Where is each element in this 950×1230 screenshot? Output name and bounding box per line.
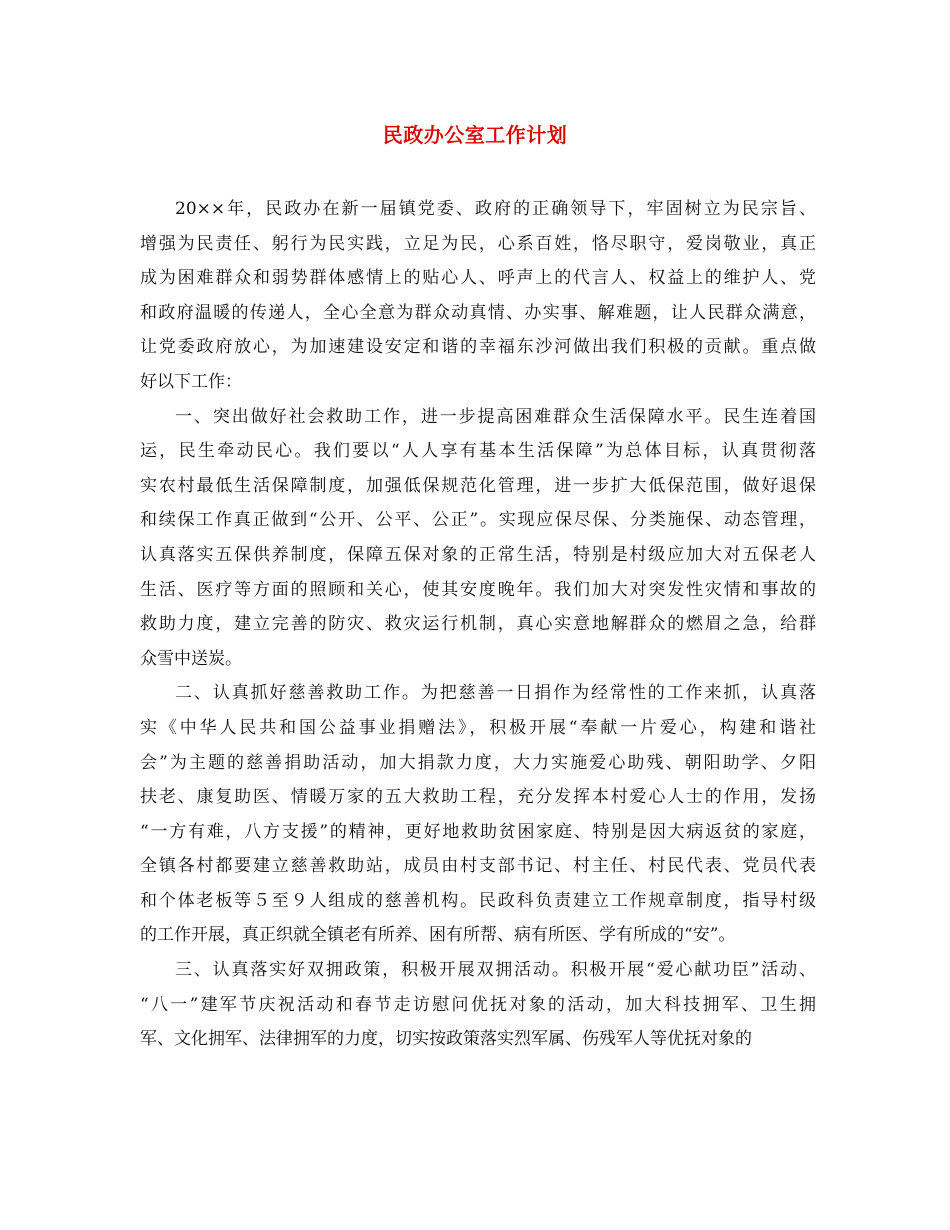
paragraph-line: 一、突出做好社会救助工作，进一步提高困难群众生活保障水平。民生连着国 [175,406,816,427]
paragraph [140,676,816,953]
paragraph-line: 让党委政府放心，为加速建设安定和谐的幸福东沙河做出我们积极的贡献。重点做 [140,337,816,358]
document-body [140,192,816,1057]
paragraph-line: 众雪中送炭。 [140,648,242,669]
paragraph-line: “一方有难，八方支援”的精神，更好地救助贫困家庭、特别是因大病返贫的家庭， [140,821,816,842]
document-title: 民政办公室工作计划 [382,123,568,147]
paragraph-line: 救助力度，建立完善的防灾、救灾运行机制，真心实意地解群众的燃眉之急，给群 [140,614,816,635]
paragraph-line: 军、文化拥军、法律拥军的力度，切实按政策落实烈军属、伤残军人等优抚对象的 [140,1029,752,1050]
paragraph-line: 认真落实五保供养制度，保障五保对象的正常生活，特别是村级应加大对五保老人 [140,544,816,565]
paragraph-line: 三、认真落实好双拥政策，积极开展双拥活动。积极开展“爱心献功臣”活动、 [175,960,816,981]
paragraph-line: 实《中华人民共和国公益事业捐赠法》，积极开展“奉献一片爱心，构建和谐社 [140,717,816,738]
paragraph-line: 和个体老板等５至９人组成的慈善机构。民政科负责建立工作规章制度，指导村级 [140,890,816,911]
paragraph-line: 生活、医疗等方面的照顾和关心，使其安度晚年。我们加大对突发性灾情和事故的 [140,579,816,600]
paragraph-line: 实农村最低生活保障制度，加强低保规范化管理，进一步扩大低保范围，做好退保 [140,475,816,496]
paragraph-line: 和续保工作真正做到“公开、公平、公正”。实现应保尽保、分类施保、动态管理， [140,510,816,531]
paragraph-line: “八一”建军节庆祝活动和春节走访慰问优抚对象的活动，加大科技拥军、卫生拥 [140,994,816,1015]
paragraph-line: 的工作开展，真正织就全镇老有所养、困有所帮、病有所医、学有所成的“安”。 [140,925,736,946]
paragraph-line: 全镇各村都要建立慈善救助站，成员由村支部书记、村主任、村民代表、党员代表 [140,856,816,877]
paragraph-line: 好以下工作： [140,371,242,392]
paragraph-line: 会”为主题的慈善捐助活动，加大捐款力度，大力实施爱心助残、朝阳助学、夕阳 [140,752,816,773]
paragraph-line: 扶老、康复助医、情暖万家的五大救助工程，充分发挥本村爱心人士的作用，发扬 [140,787,816,808]
paragraph [140,400,816,677]
paragraph-line: 和政府温暖的传递人，全心全意为群众动真情、办实事、解难题，让人民群众满意， [140,302,816,323]
paragraph [140,953,816,1057]
paragraph [140,192,816,400]
paragraph-line: 二、认真抓好慈善救助工作。为把慈善一日捐作为经常性的工作来抓，认真落 [175,683,816,704]
paragraph-line: 20××年，民政办在新一届镇党委、政府的正确领导下，牢固树立为民宗旨、 [175,199,816,219]
paragraph-line: 运，民生牵动民心。我们要以“人人享有基本生活保障”为总体目标，认真贯彻落 [140,441,816,462]
paragraph-line: 增强为民责任、躬行为民实践，立足为民，心系百姓，恪尽职守，爱岗敬业，真正 [140,233,816,254]
paragraph-line: 成为困难群众和弱势群体感情上的贴心人、呼声上的代言人、权益上的维护人、党 [140,268,816,289]
